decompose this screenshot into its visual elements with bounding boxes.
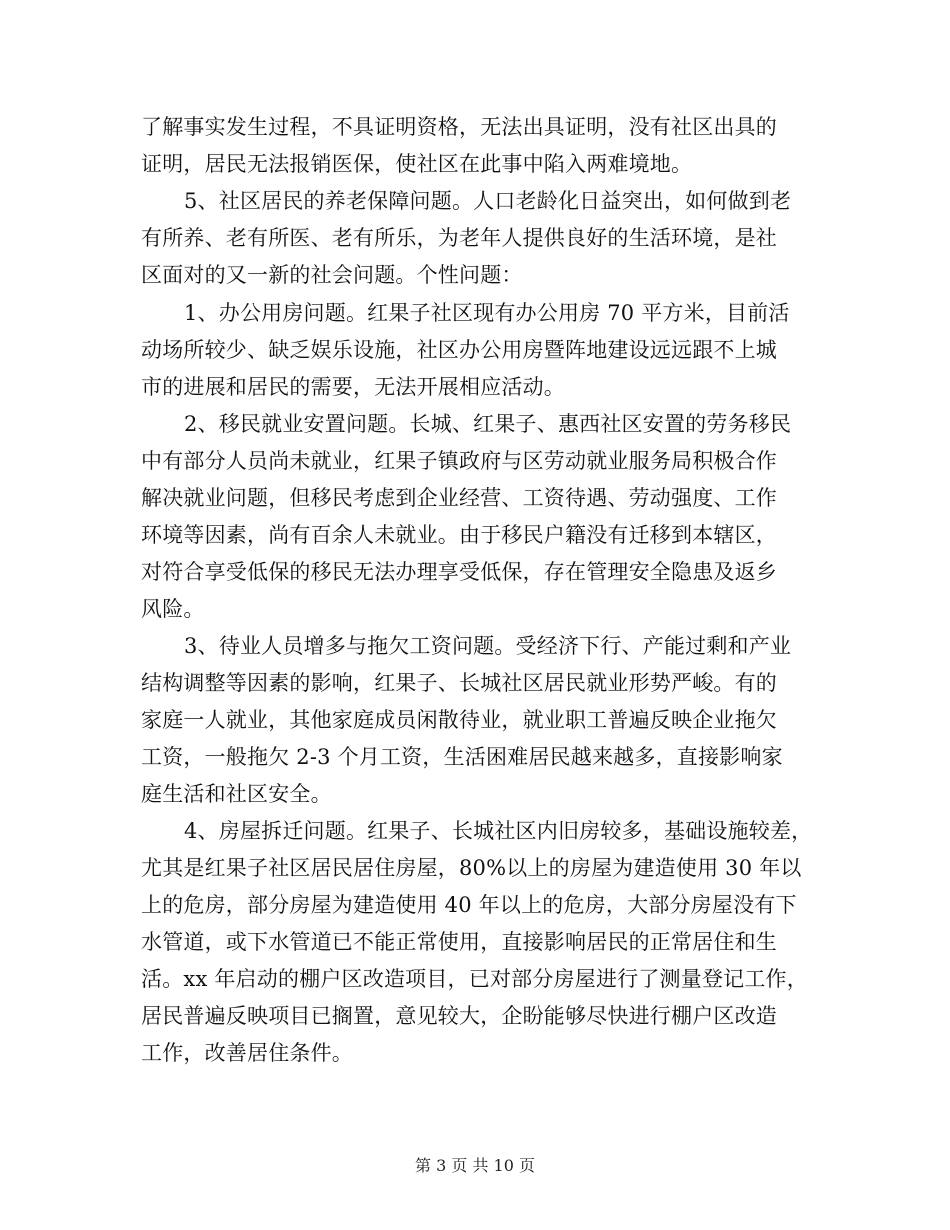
text-line: 工资，一般拖欠 2-3 个月工资，生活困难居民越来越多，直接影响家 <box>141 745 783 769</box>
text-line: 风险。 <box>141 597 205 621</box>
page-number-footer: 第 3 页 共 10 页 <box>415 1156 535 1175</box>
text-line: 活。xx 年启动的棚户区改造项目，已对部分房屋进行了测量登记工作， <box>141 967 808 991</box>
text-line: 上的危房，部分房屋为建造使用 40 年以上的危房，大部分房屋没有下 <box>141 893 797 917</box>
text-line: 庭生活和社区安全。 <box>141 782 332 806</box>
text-line: 4、房屋拆迁问题。红果子、长城社区内旧房较多，基础设施较差， <box>184 819 813 843</box>
text-line: 对符合享受低保的移民无法办理享受低保，存在管理安全隐患及返乡 <box>141 560 777 584</box>
text-line: 环境等因素，尚有百余人未就业。由于移民户籍没有迁移到本辖区， <box>141 523 777 547</box>
text-line: 工作，改善居住条件。 <box>141 1041 353 1065</box>
text-line: 居民普遍反映项目已搁置，意见较大，企盼能够尽快进行棚户区改造 <box>141 1004 777 1028</box>
text-line: 结构调整等因素的影响，红果子、长城社区居民就业形势严峻。有的 <box>141 671 777 695</box>
text-line: 证明，居民无法报销医保，使社区在此事中陷入两难境地。 <box>141 152 693 176</box>
text-line: 3、待业人员增多与拖欠工资问题。受经济下行、产能过剩和产业 <box>184 634 792 658</box>
text-line: 水管道，或下水管道已不能正常使用，直接影响居民的正常居住和生 <box>141 930 777 954</box>
text-line: 区面对的又一新的社会问题。个性问题： <box>141 263 523 287</box>
text-line: 5、社区居民的养老保障问题。人口老龄化日益突出，如何做到老 <box>184 189 792 213</box>
text-line: 中有部分人员尚未就业，红果子镇政府与区劳动就业服务局积极合作 <box>141 449 777 473</box>
text-line: 解决就业问题，但移民考虑到企业经营、工资待遇、劳动强度、工作 <box>141 486 777 510</box>
text-line: 动场所较少、缺乏娱乐设施，社区办公用房暨阵地建设远远跟不上城 <box>141 338 777 362</box>
text-line: 尤其是红果子社区居民居住房屋，80%以上的房屋为建造使用 30 年以 <box>141 856 802 880</box>
text-line: 1、办公用房问题。红果子社区现有办公用房 70 平方米，目前活 <box>184 301 790 325</box>
text-line: 了解事实发生过程，不具证明资格，无法出具证明，没有社区出具的 <box>141 115 777 139</box>
text-line: 有所养、老有所医、老有所乐，为老年人提供良好的生活环境，是社 <box>141 226 777 250</box>
text-line: 市的进展和居民的需要，无法开展相应活动。 <box>141 375 565 399</box>
text-line: 2、移民就业安置问题。长城、红果子、惠西社区安置的劳务移民 <box>184 412 792 436</box>
text-line: 家庭一人就业，其他家庭成员闲散待业，就业职工普遍反映企业拖欠 <box>141 708 777 732</box>
